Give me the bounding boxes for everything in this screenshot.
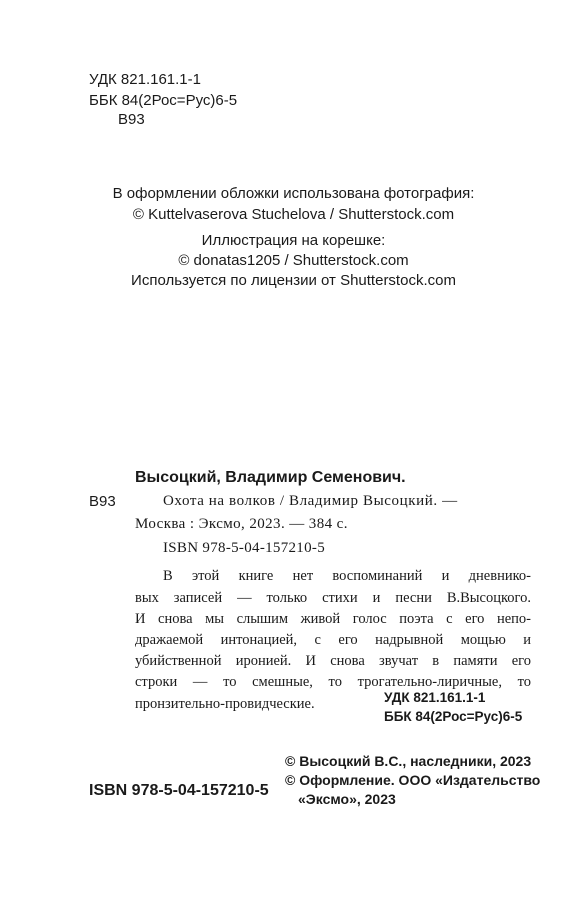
imprint-line: Москва : Эксмо, 2023. — 384 с. xyxy=(135,516,348,532)
annotation-line: В этой книге нет воспоминаний и дневнико- xyxy=(163,568,531,584)
annotation-line: дражаемой интонацией, с его надрывной мощью и xyxy=(135,632,531,648)
spine-illustration-source: © donatas1205 / Shutterstock.com xyxy=(178,252,409,269)
cover-photo-label: В оформлении обложки использована фотография: xyxy=(112,185,475,202)
cover-photo-source: © Kuttelvaserova Stuchelova / Shutterstock.com xyxy=(132,206,455,223)
copyright-heirs: © Высоцкий В.С., наследники, 2023 xyxy=(285,753,532,769)
annotation-line: строки — то смешные, то трогательно-лиричные, то xyxy=(135,674,531,690)
udk-code-bottom: УДК 821.161.1-1 xyxy=(384,690,486,705)
copyright-design-cont: «Эксмо», 2023 xyxy=(298,791,396,807)
annotation-line: убийственной иронией. И снова звучат в памяти его xyxy=(135,653,531,669)
title-line: Охота на волков / Владимир Высоцкий. — xyxy=(163,493,458,509)
author-heading: Высоцкий, Владимир Семенович. xyxy=(135,469,406,486)
annotation-line: вых записей — только стихи и песни В.Высоцкого. xyxy=(135,590,531,606)
copyright-design: © Оформление. ООО «Издательство xyxy=(285,772,541,788)
bbk-code-top: ББК 84(2Рос=Рус)6-5 xyxy=(89,92,238,109)
author-mark: В93 xyxy=(89,493,116,510)
isbn-catalog: ISBN 978-5-04-157210-5 xyxy=(163,540,326,556)
spine-illustration-label: Иллюстрация на корешке: xyxy=(201,232,386,249)
annotation-line: пронзительно-провидческие. xyxy=(135,696,315,712)
udk-code-top: УДК 821.161.1-1 xyxy=(89,71,201,88)
annotation-line: И снова мы слышим живой голос поэта с его непо- xyxy=(135,611,531,627)
license-note: Используется по лицензии от Shutterstock.com xyxy=(131,272,456,289)
isbn-footer: ISBN 978-5-04-157210-5 xyxy=(89,782,269,799)
bbk-code-bottom: ББК 84(2Рос=Рус)6-5 xyxy=(384,709,523,724)
author-mark-top: В93 xyxy=(118,111,145,128)
